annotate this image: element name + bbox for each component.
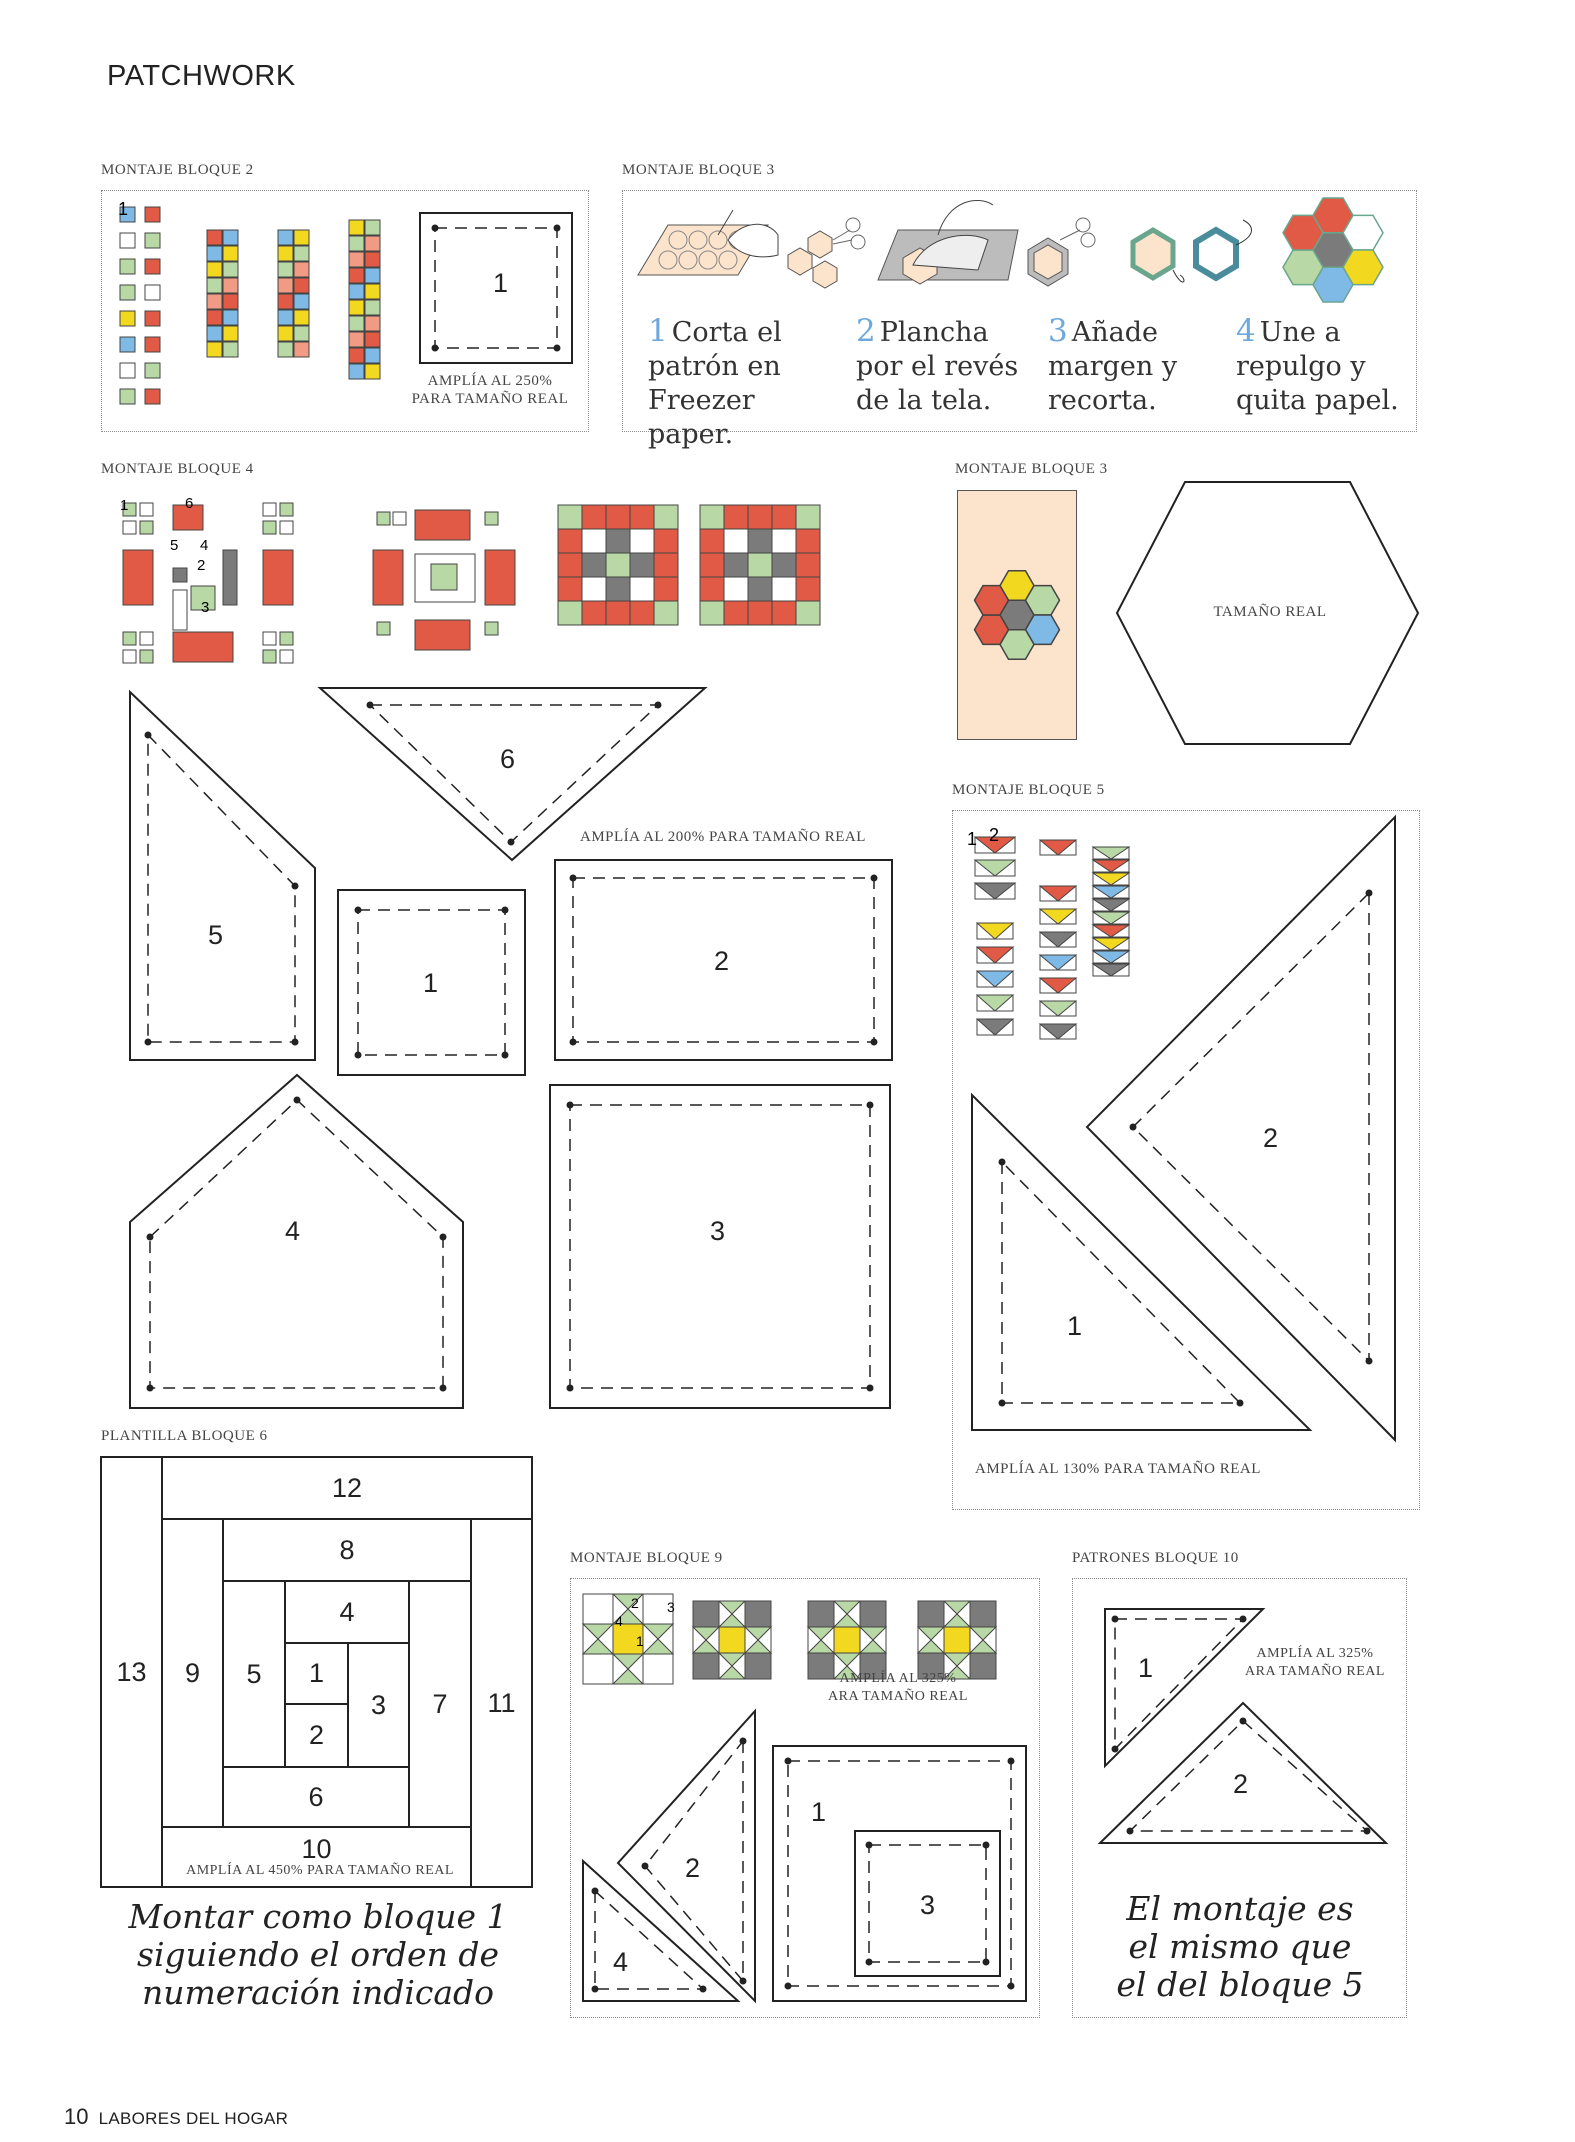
b3-step-3 <box>1048 314 1218 418</box>
b3-step-2-text: Plancha por el revés de la tela. <box>856 317 1019 416</box>
section-label-b9: MONTAJE BLOQUE 9 <box>570 1550 723 1566</box>
b6-log-3: 3 <box>347 1644 408 1766</box>
b4-assembly-diagram <box>115 490 975 680</box>
b6-log-13: 13 <box>102 1458 163 1886</box>
b5-small-1: 1 <box>967 829 978 849</box>
b2-piece-num: 1 <box>493 268 509 298</box>
b9-small-3: 3 <box>667 1599 675 1615</box>
b10-note: AMPLÍA AL 325% ARA TAMAÑO REAL <box>1245 1646 1385 1679</box>
b4-piece-3-num: 3 <box>710 1216 726 1246</box>
b2-note: AMPLÍA AL 250% PARA TAMAÑO REAL <box>411 373 569 407</box>
section-label-b3-hex: MONTAJE BLOQUE 3 <box>955 461 1108 477</box>
page-number: 10 <box>64 2104 89 2129</box>
magazine-name: LABORES DEL HOGAR <box>98 2109 289 2128</box>
b9-small-1: 1 <box>636 1633 644 1649</box>
b10-piece-1-num: 1 <box>1138 1653 1154 1683</box>
b9-note: AMPLÍA AL 325% ARA TAMAÑO REAL <box>828 1671 968 1704</box>
section-label-b2: MONTAJE BLOQUE 2 <box>101 162 254 178</box>
b6-caption: Montar como bloque 1 siguiendo el orden de numeración indicado <box>128 1897 508 2012</box>
svg-text:2: 2 <box>197 557 206 574</box>
section-label-b4: MONTAJE BLOQUE 4 <box>101 461 254 477</box>
b5-diagram <box>955 815 1415 1495</box>
b4-piece-3 <box>550 1085 890 1408</box>
section-label-b10: PATRONES BLOQUE 10 <box>1072 1550 1239 1566</box>
b3-step-4 <box>1236 314 1416 418</box>
svg-text:5: 5 <box>170 537 179 554</box>
b5-small-2: 2 <box>989 825 1000 845</box>
b5-note: AMPLÍA AL 130% PARA TAMAÑO REAL <box>975 1461 1261 1477</box>
b10-piece-2-num: 2 <box>1233 1769 1249 1799</box>
b6-log-10: 10 <box>163 1826 470 1886</box>
b3-step-3-num: 3 <box>1048 313 1068 349</box>
freezer-paper-illustration <box>638 210 778 275</box>
hexagon-rosette-illustration <box>1283 198 1383 302</box>
b3-illustrations <box>628 180 1418 300</box>
scissors-hexagons-illustration <box>788 218 865 288</box>
page-title: PATCHWORK <box>107 60 296 92</box>
b6-log-4: 4 <box>286 1582 408 1644</box>
b3-step-4-text: Une a repulgo y quita papel. <box>1236 317 1399 416</box>
b9-diagram <box>573 1581 1038 2016</box>
section-label-b5: MONTAJE BLOQUE 5 <box>952 782 1105 798</box>
b5-piece-1-num: 1 <box>1067 1311 1083 1341</box>
svg-text:3: 3 <box>201 599 210 616</box>
iron-illustration <box>878 200 1018 284</box>
b3-hex-rosette <box>957 560 1077 670</box>
section-label-b3: MONTAJE BLOQUE 3 <box>622 162 775 178</box>
b9-small-2: 2 <box>631 1595 639 1611</box>
b3-hex-note: TAMAÑO REAL <box>1213 604 1327 620</box>
b9-piece-1-num: 1 <box>811 1797 827 1827</box>
b6-log-8: 8 <box>224 1520 470 1582</box>
b9-piece-4-num: 4 <box>613 1947 629 1977</box>
svg-text:4: 4 <box>200 537 209 554</box>
b4-piece-1-num: 1 <box>423 968 439 998</box>
b9-piece-2-num: 2 <box>685 1853 701 1883</box>
b6-log-9: 9 <box>163 1520 224 1826</box>
b2-first-num: 1 <box>118 199 129 219</box>
page-footer <box>64 2104 288 2130</box>
b6-log-6: 6 <box>224 1766 408 1826</box>
svg-text:1: 1 <box>120 497 129 514</box>
b3-step-1 <box>648 314 848 452</box>
hexagon-pieces-illustration <box>1133 220 1252 282</box>
svg-text:6: 6 <box>185 495 194 512</box>
b9-small-4: 4 <box>615 1613 623 1629</box>
b6-note: AMPLÍA AL 450% PARA TAMAÑO REAL <box>186 1863 454 1878</box>
b3-step-2-num: 2 <box>856 313 876 349</box>
b6-log-2: 2 <box>308 1720 325 1750</box>
b9-piece-3-num: 3 <box>920 1890 936 1920</box>
b4-piece-6-num: 6 <box>500 744 516 774</box>
b6-log-5: 5 <box>224 1582 286 1766</box>
b10-caption: El montaje es el mismo que el del bloque 5 <box>1116 1889 1364 2004</box>
b6-log-cabin <box>100 1456 533 1888</box>
section-label-b6: PLANTILLA BLOQUE 6 <box>101 1428 268 1444</box>
b3-step-1-num: 1 <box>648 313 668 349</box>
b3-step-1-text: Corta el patrón en Freezer paper. <box>648 317 782 450</box>
b4-piece-4-num: 4 <box>285 1216 301 1246</box>
b5-piece-2-num: 2 <box>1263 1123 1279 1153</box>
b10-diagram <box>1075 1581 1405 1811</box>
b3-step-2 <box>856 314 1036 418</box>
b4-piece-5 <box>130 692 315 1060</box>
b4-note: AMPLÍA AL 200% PARA TAMAÑO REAL <box>580 829 866 845</box>
b3-step-4-num: 4 <box>1236 313 1256 349</box>
b6-log-1: 1 <box>286 1644 347 1705</box>
b6-log-12: 12 <box>163 1458 531 1520</box>
b3-step-3-text: Añade margen y recorta. <box>1048 317 1178 416</box>
b6-log-7: 7 <box>408 1582 470 1826</box>
b6-log-11: 11 <box>470 1520 531 1886</box>
b4-piece-2-num: 2 <box>714 946 730 976</box>
margin-trim-illustration <box>1028 218 1095 286</box>
b4-piece-5-num: 5 <box>208 920 224 950</box>
b4-templates <box>120 680 1020 1410</box>
